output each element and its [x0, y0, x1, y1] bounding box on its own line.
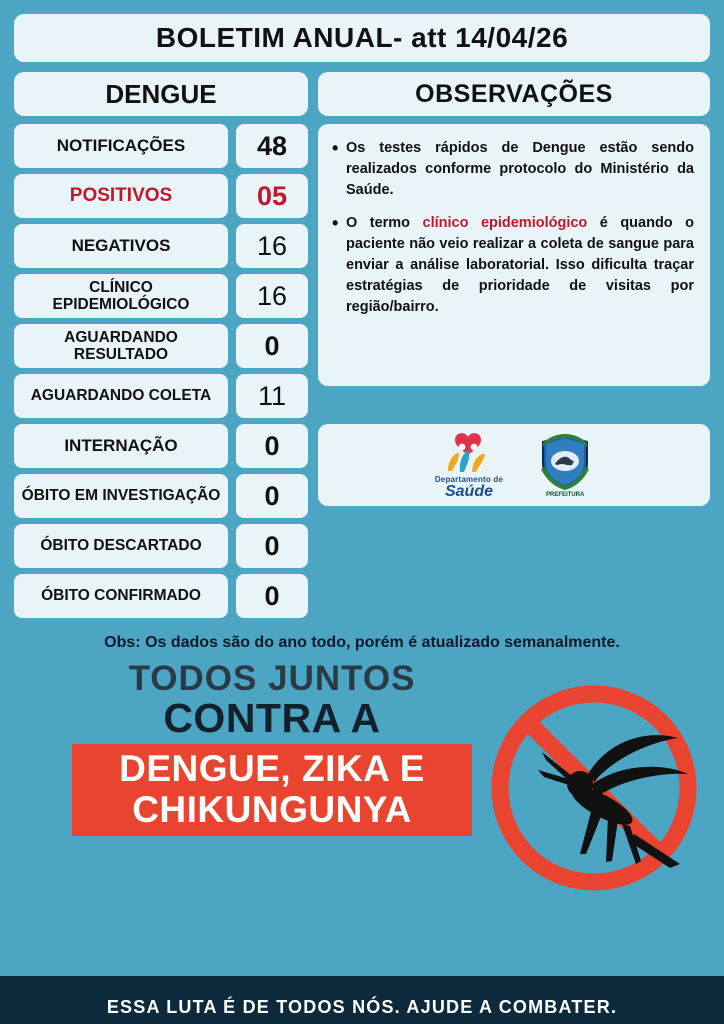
health-dept-caption: Departamento de [434, 474, 504, 484]
no-mosquito-icon [484, 678, 704, 898]
row-label: ÓBITO CONFIRMADO [14, 574, 228, 618]
row-value: 0 [236, 324, 308, 368]
row-value: 16 [236, 224, 308, 268]
campaign-red-band [72, 744, 472, 837]
footer-bar [0, 976, 724, 1024]
city-crest-caption: PREFEITURA [546, 491, 585, 498]
row-value: 0 [236, 524, 308, 568]
table-row [14, 274, 308, 318]
table-row [14, 374, 308, 418]
row-value: 0 [236, 574, 308, 618]
table-row [14, 574, 308, 618]
content-columns [14, 72, 710, 624]
observation-text-tail: é quando o paciente não veio realizar a coleta de sangue para enviar a análise laboratorial. Isso dificulta traçar estratégias de prioridade de visitas por região/bairro. [346, 215, 695, 316]
row-value: 16 [236, 274, 308, 318]
campaign-line-3: DENGUE, ZIKA E [119, 747, 425, 789]
observations-panel [318, 72, 710, 624]
row-value: 0 [236, 424, 308, 468]
row-value: 0 [236, 474, 308, 518]
row-label: NEGATIVOS [14, 224, 228, 268]
row-label: POSITIVOS [14, 174, 228, 218]
row-label: ÓBITO EM INVESTIGAÇÃO [14, 474, 228, 518]
table-row [14, 124, 308, 168]
city-crest-icon [537, 433, 593, 491]
health-department-logo [435, 431, 503, 500]
table-row [14, 524, 308, 568]
row-value: 48 [236, 124, 308, 168]
list-item [332, 138, 694, 201]
bullet-icon: • [332, 138, 339, 158]
observation-text [346, 213, 694, 318]
campaign-line-2: CONTRA A [163, 694, 381, 741]
page-title: BOLETIM ANUAL- att 14/04/26 [155, 22, 569, 53]
table-row [14, 424, 308, 468]
list-item [332, 213, 694, 318]
table-row [14, 324, 308, 368]
dengue-panel [14, 72, 308, 624]
row-label: ÓBITO DESCARTADO [14, 524, 228, 568]
row-label: INTERNAÇÃO [14, 424, 228, 468]
observations-box [318, 124, 710, 386]
row-value: 11 [236, 374, 308, 418]
campaign-line-1: TODOS JUNTOS [128, 659, 416, 698]
poster-page [0, 14, 724, 1024]
campaign-line-4: CHIKUNGUNYA [132, 788, 412, 830]
logos-box [318, 424, 710, 506]
title-bar [14, 14, 710, 62]
campaign-banner [0, 660, 724, 910]
dengue-section-heading: DENGUE [14, 72, 308, 116]
city-crest-logo [537, 433, 593, 498]
health-logo-icon [438, 431, 500, 475]
campaign-text [72, 660, 472, 836]
row-label: AGUARDANDO COLETA [14, 374, 228, 418]
table-row [14, 474, 308, 518]
observation-text-highlight: clínico epidemiológico [422, 215, 588, 232]
row-label: CLÍNICO EPIDEMIOLÓGICO [14, 274, 228, 318]
bullet-icon: • [332, 213, 339, 234]
footer-text: ESSA LUTA É DE TODOS NÓS. AJUDE A COMBATER. [106, 996, 618, 1017]
row-label: NOTIFICAÇÕES [14, 124, 228, 168]
observation-text-main: Os testes rápidos de Dengue estão sendo realizados conforme protocolo do Ministério da Saúde. [346, 140, 694, 199]
row-label: AGUARDANDO RESULTADO [14, 324, 228, 368]
table-row [14, 224, 308, 268]
observation-text [346, 138, 694, 201]
table-row [14, 174, 308, 218]
data-note: Obs: Os dados são do ano todo, porém é atualizado semanalmente. [104, 634, 620, 651]
dengue-stats-table [14, 124, 308, 618]
observations-heading: OBSERVAÇÕES [318, 72, 710, 116]
row-value: 05 [236, 174, 308, 218]
observation-text-lead: O termo [346, 215, 423, 232]
health-dept-name: Saúde [444, 482, 493, 500]
